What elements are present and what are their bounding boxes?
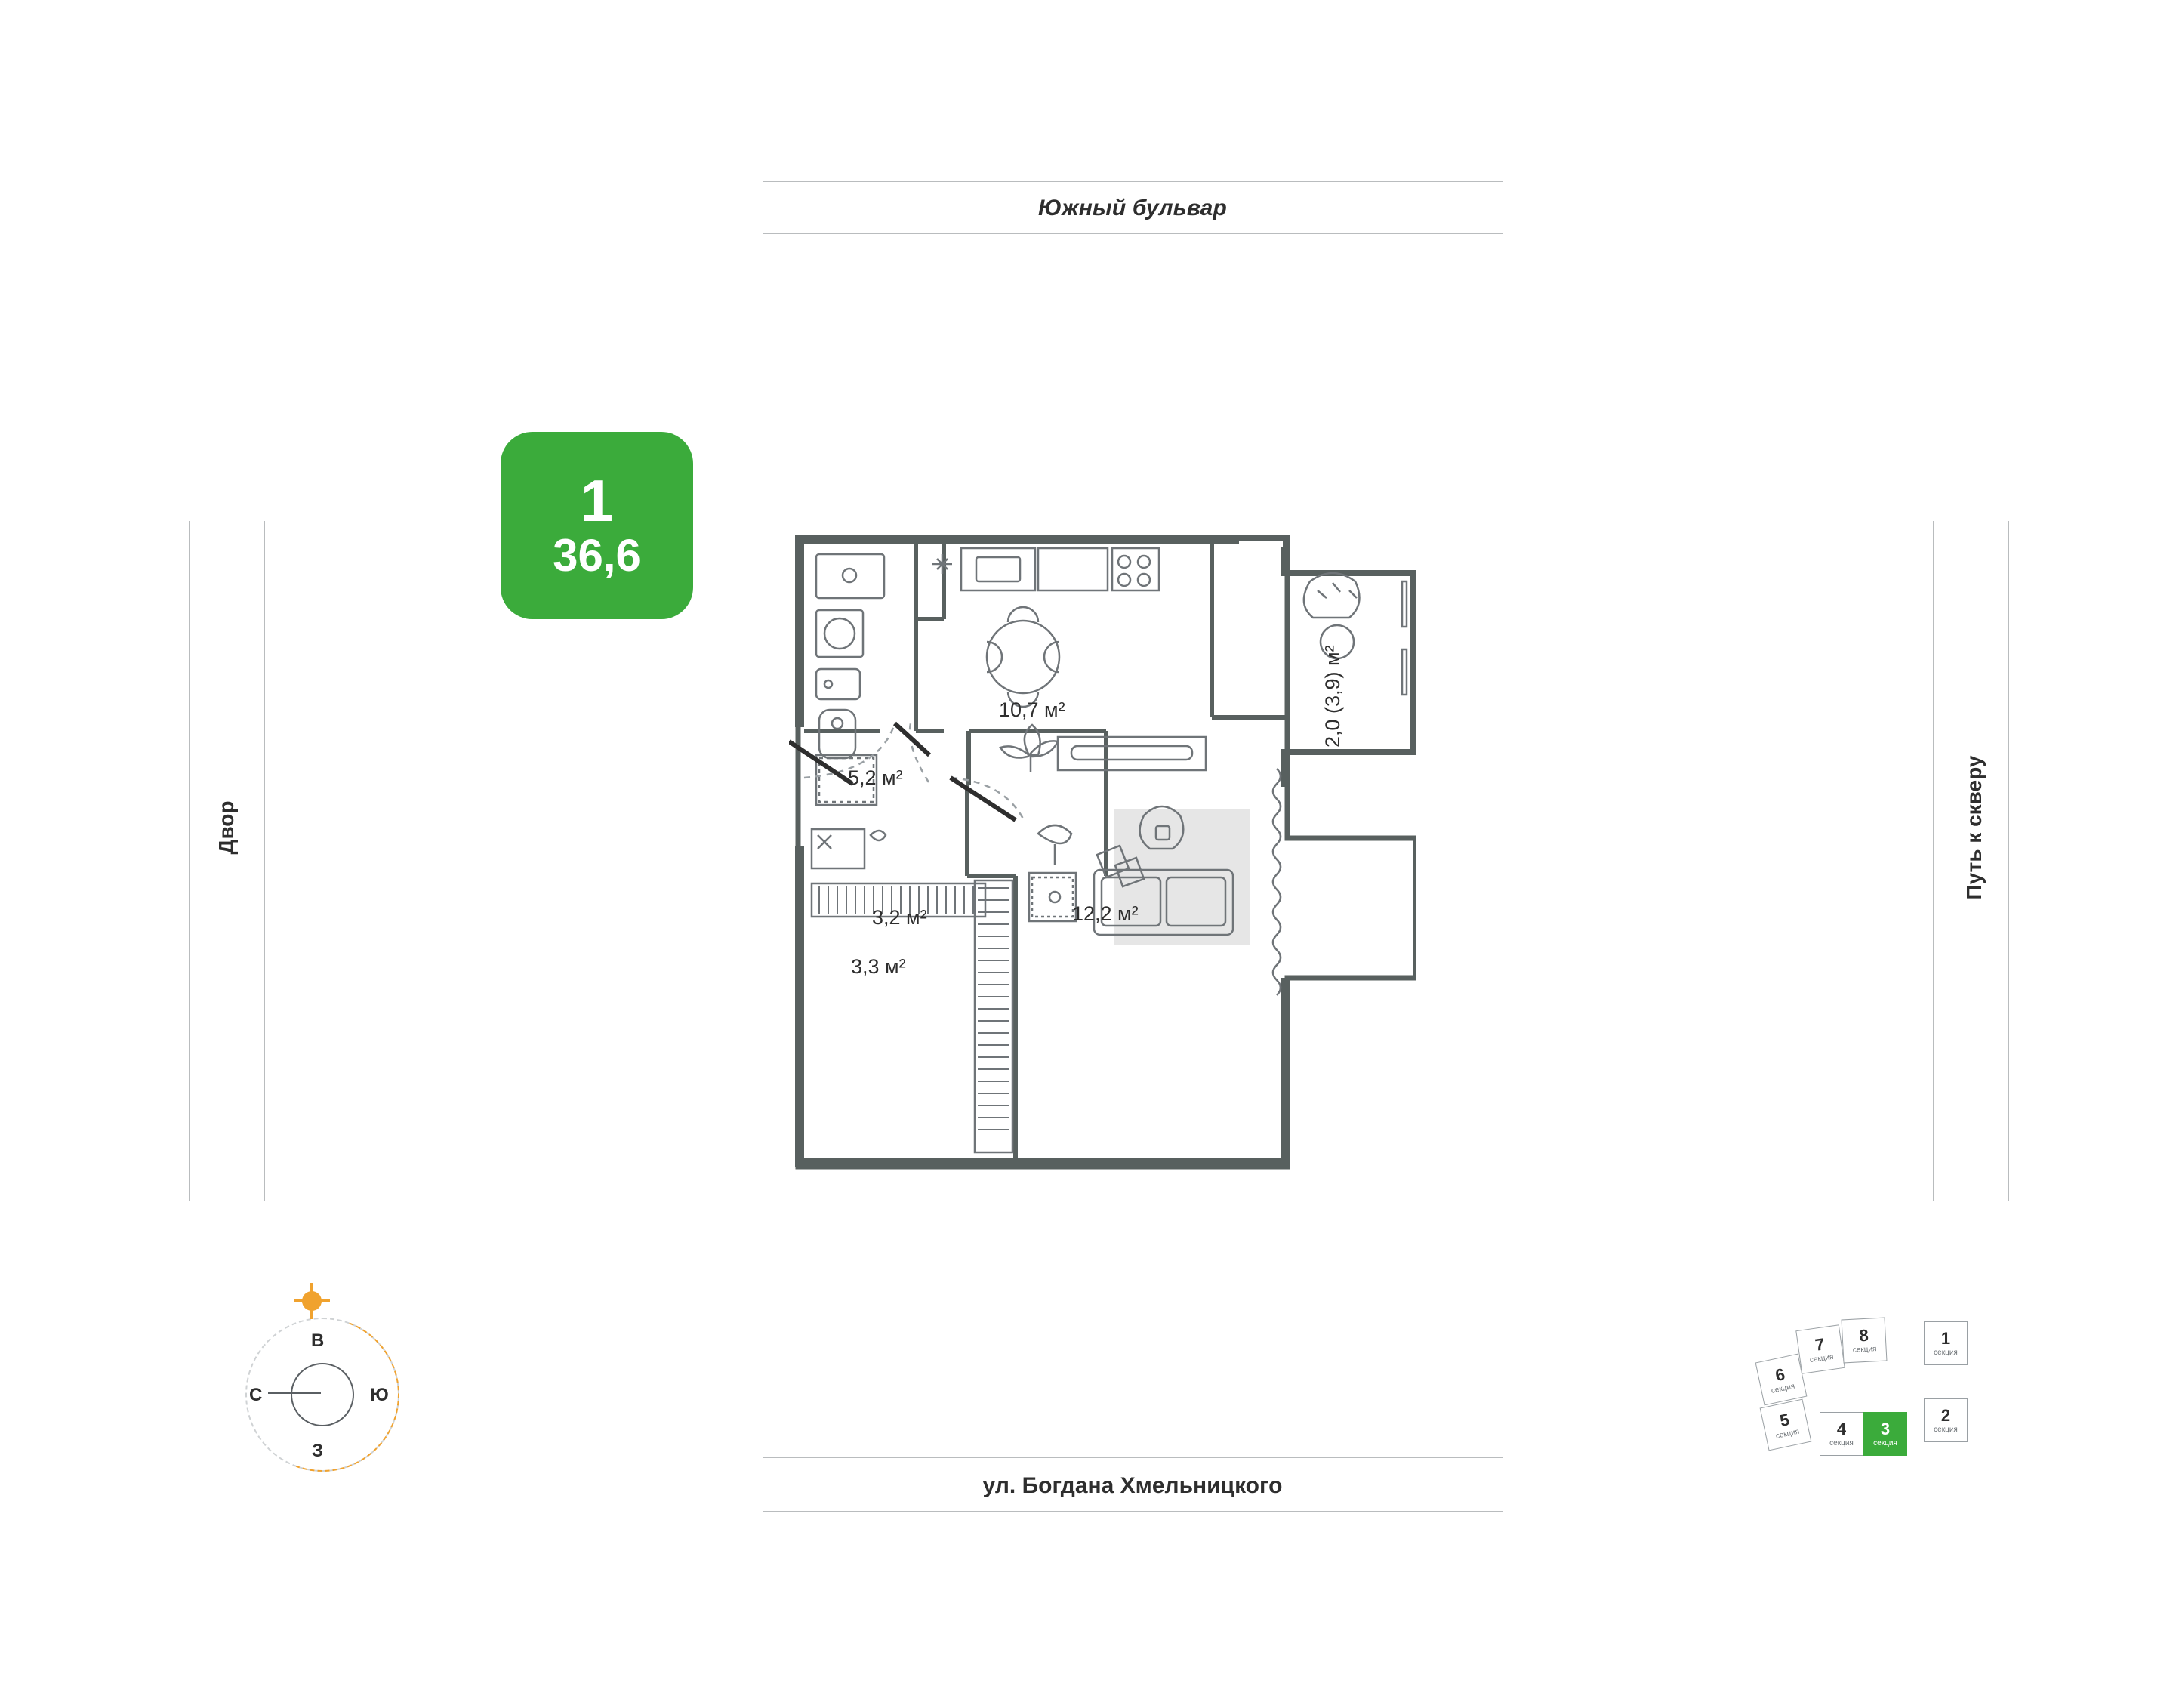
compass-circle [291,1363,354,1426]
section-number: 5 [1777,1409,1792,1430]
section-number: 2 [1940,1405,1951,1425]
section-caption: секция [1770,1382,1796,1395]
compass-direction-west: З [312,1441,324,1461]
section-caption: секция [1934,1348,1958,1357]
section-item-2[interactable] [1924,1398,1968,1442]
street-left-text: Двор [214,800,238,855]
section-item-3[interactable] [1863,1412,1907,1456]
section-caption: секция [1809,1352,1835,1364]
section-number: 6 [1773,1364,1787,1385]
area-label-balcony: 2,0 (3,9) м² [1321,645,1344,748]
divider-line [2008,521,2009,1201]
street-label-top [763,181,1503,234]
divider-line [189,521,190,1201]
divider-line [763,233,1503,234]
sun-icon [302,1291,322,1311]
section-item-7[interactable] [1795,1324,1845,1374]
divider-line [264,521,265,1201]
street-right-text: Путь к скверу [1962,755,1986,900]
total-area: 36,6 [553,530,641,581]
area-label-hall: 3,2 м² [872,906,927,929]
section-caption: секция [1829,1438,1854,1447]
area-label-kitchen: 10,7 м² [999,698,1065,721]
section-number: 7 [1814,1333,1826,1355]
divider-line [763,1511,1503,1512]
floor-plan [789,529,1416,1174]
area-label-bathroom: 5,2 м² [848,766,903,789]
section-item-1[interactable] [1924,1321,1968,1365]
section-caption: секция [1852,1344,1877,1355]
section-caption: секция [1774,1427,1801,1441]
floor-plan-drawing [789,529,1416,1174]
room-count: 1 [580,467,614,534]
section-item-5[interactable] [1760,1399,1812,1451]
section-number: 8 [1858,1325,1869,1345]
apartment-badge [501,432,693,619]
area-label-corridor: 3,3 м² [851,955,906,978]
street-label-bottom [763,1457,1503,1512]
section-number: 4 [1836,1419,1847,1438]
section-item-4[interactable] [1820,1412,1863,1456]
section-number: 1 [1940,1328,1951,1348]
section-item-8[interactable] [1842,1318,1888,1364]
divider-line [1933,521,1934,1201]
street-label-right [1933,521,2016,1201]
compass-direction-south: Ю [370,1385,389,1405]
compass-direction-east: В [311,1330,325,1351]
section-caption: секция [1934,1425,1958,1434]
area-label-living-room: 12,2 м² [1072,902,1139,925]
section-number: 3 [1880,1419,1891,1438]
building-section-map[interactable] [1759,1314,1993,1488]
compass-needle [268,1392,321,1394]
street-bottom-text: ул. Богдана Хмельницкого [982,1473,1283,1498]
compass-direction-north: С [249,1385,263,1405]
compass-rose [227,1284,415,1525]
street-top-text: Южный бульвар [1037,196,1228,220]
street-label-left [189,521,272,1201]
section-caption: секция [1873,1438,1897,1447]
